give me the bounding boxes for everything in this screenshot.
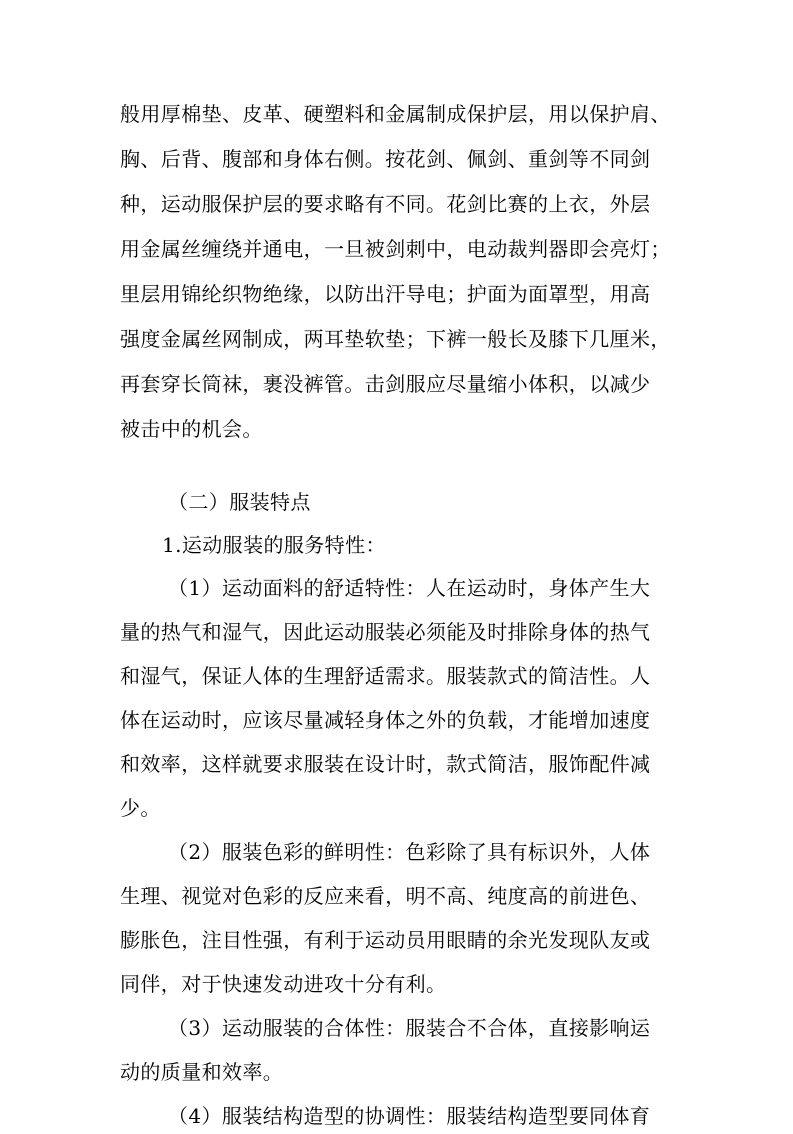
- body-line: 和湿气，保证人体的生理舒适需求。服装款式的简洁性。人: [120, 664, 651, 688]
- paragraph-start: （4）服装结构造型的协调性：服装结构造型要同体育: [168, 1104, 651, 1128]
- body-line: 强度金属丝网制成，两耳垫软垫；下裤一般长及膝下几厘米，: [120, 327, 671, 351]
- body-line: 生理、视觉对色彩的反应来看，明不高、纯度高的前进色、: [120, 884, 651, 908]
- paragraph-start: （3）运动服装的合体性：服装合不合体，直接影响运: [168, 1016, 651, 1040]
- body-line: 被击中的机会。: [120, 417, 263, 441]
- body-line: 和效率，这样就要求服装在设计时，款式简洁，服饰配件减: [120, 752, 651, 776]
- body-line: 里层用锦纶织物绝缘，以防出汗导电；护面为面罩型，用高: [120, 282, 651, 306]
- body-line: 动的质量和效率。: [120, 1060, 284, 1084]
- body-line: 再套穿长筒袜，裹没裤管。击剑服应尽量缩小体积，以减少: [120, 372, 651, 396]
- body-line: 胸、后背、腹部和身体右侧。按花剑、佩剑、重剑等不同剑: [120, 147, 651, 171]
- body-line: 同伴，对于快速发动进攻十分有利。: [120, 972, 447, 996]
- subsection-heading: 1.运动服装的服务特性：: [162, 533, 386, 557]
- body-line: 种，运动服保护层的要求略有不同。花剑比赛的上衣，外层: [120, 192, 651, 216]
- body-line: 般用厚棉垫、皮革、硬塑料和金属制成保护层，用以保护肩、: [120, 102, 671, 126]
- section-heading: （二）服装特点: [168, 490, 311, 514]
- body-line: 用金属丝缠绕并通电，一旦被剑刺中，电动裁判器即会亮灯；: [120, 237, 671, 261]
- body-line: 膨胀色，注目性强，有利于运动员用眼睛的余光发现队友或: [120, 928, 651, 952]
- paragraph-start: （1）运动面料的舒适特性：人在运动时，身体产生大: [168, 576, 651, 600]
- paragraph-start: （2）服装色彩的鲜明性：色彩除了具有标识外，人体: [168, 840, 651, 864]
- body-line: 体在运动时，应该尽量减轻身体之外的负载，才能增加速度: [120, 708, 651, 732]
- body-line: 量的热气和湿气，因此运动服装必须能及时排除身体的热气: [120, 620, 651, 644]
- body-line: 少。: [120, 796, 161, 820]
